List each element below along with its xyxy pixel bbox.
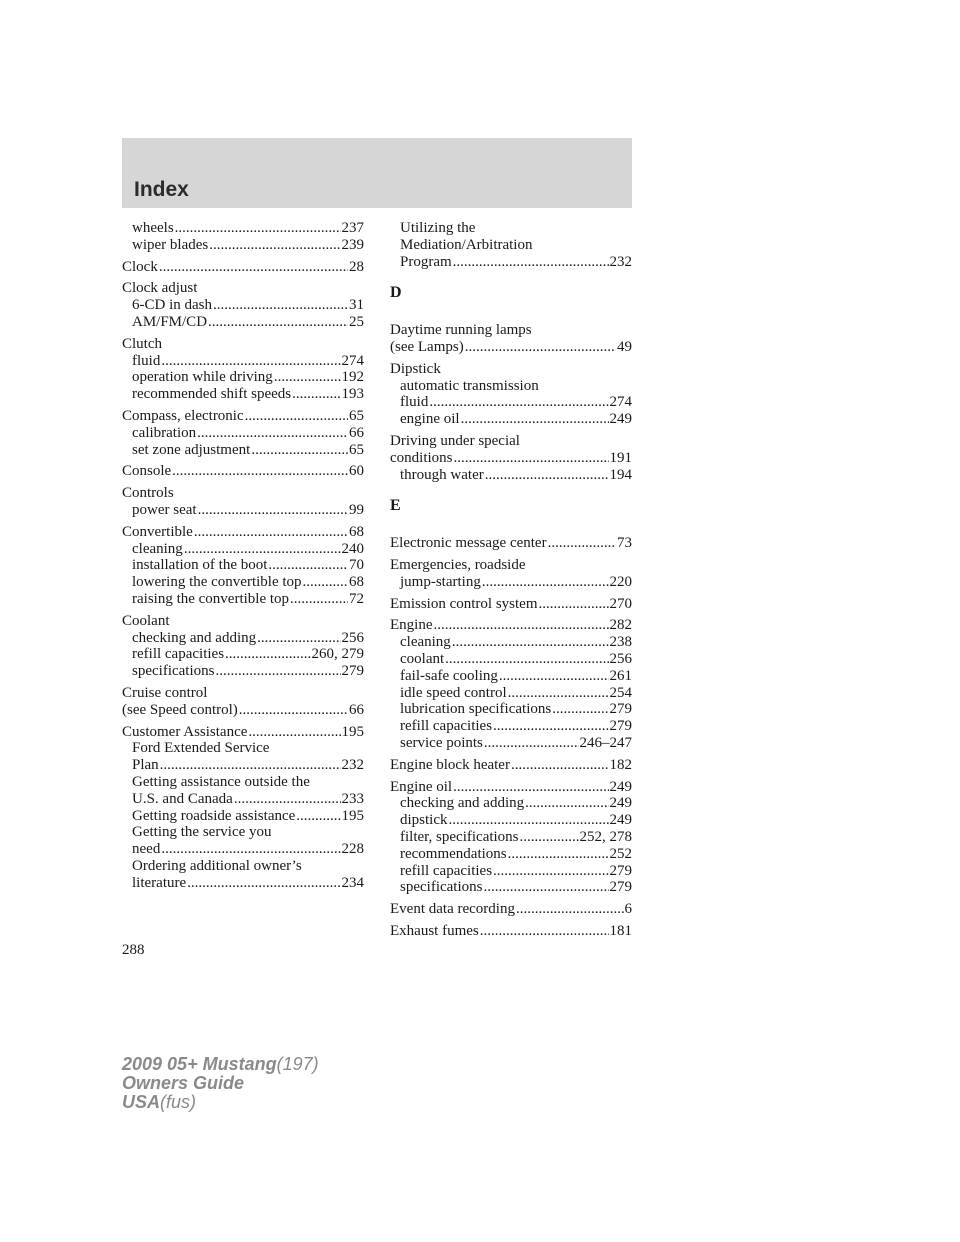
index-subentry [122, 297, 364, 314]
index-subentry [390, 634, 632, 651]
page-reference: 192 [341, 369, 364, 386]
dot-leader [194, 524, 348, 541]
page-reference: 233 [341, 790, 364, 807]
entry-text: need [132, 841, 161, 858]
entry-text: dipstick [400, 812, 448, 829]
page-reference: 249 [609, 795, 632, 812]
dot-leader [161, 841, 340, 858]
dot-leader [292, 386, 340, 403]
page-reference: 72 [349, 590, 364, 607]
dot-leader [539, 596, 609, 613]
index-subentry [122, 663, 364, 680]
page-reference: 274 [609, 394, 632, 411]
index-subentry [122, 557, 364, 574]
index-term [122, 463, 364, 480]
entry-text: wiper blades [132, 236, 209, 253]
index-subentry [390, 795, 632, 812]
page-reference: 193 [341, 386, 364, 403]
entry-text: fluid [132, 352, 161, 369]
dot-leader [493, 863, 608, 880]
page-reference: 254 [609, 684, 632, 701]
dot-leader [508, 685, 609, 702]
index-column-left [122, 220, 364, 896]
page-reference: 282 [609, 617, 632, 634]
page-reference: 99 [349, 501, 364, 518]
page-reference: 65 [349, 441, 364, 458]
dot-leader [511, 757, 609, 774]
section-letter: D [390, 284, 402, 302]
index-term [122, 724, 364, 741]
page-reference: 73 [617, 535, 632, 552]
section-letter: E [390, 497, 401, 515]
index-subentry [390, 651, 632, 668]
dot-leader [453, 254, 609, 271]
index-subentry [122, 237, 364, 254]
index-term: Daytime running lamps [390, 322, 532, 339]
dot-leader [508, 846, 609, 863]
index-term: Driving under special [390, 432, 520, 449]
page-reference: 191 [609, 449, 632, 466]
page-reference: 182 [609, 756, 632, 773]
index-subentry [390, 829, 632, 846]
dot-leader [251, 442, 348, 459]
index-subentry [122, 220, 364, 237]
index-entry [122, 613, 364, 680]
entry-text: recommended shift speeds [132, 386, 292, 403]
page-header [122, 138, 632, 208]
entry-text: calibration [132, 424, 197, 441]
index-term [390, 617, 632, 634]
page-reference: 270 [609, 595, 632, 612]
entry-text: idle speed control [400, 684, 507, 701]
index-entry [122, 259, 364, 276]
index-entry [122, 280, 364, 330]
dot-leader [493, 718, 608, 735]
entry-text: specifications [132, 663, 215, 680]
entry-text: Program [400, 253, 452, 270]
entry-text: Customer Assistance [122, 723, 248, 740]
entry-text: conditions [390, 449, 453, 466]
page-reference: 232 [609, 253, 632, 270]
dot-leader [499, 668, 609, 685]
dot-leader [187, 875, 340, 892]
index-term [390, 596, 632, 613]
entry-text: operation while driving [132, 369, 273, 386]
footer-line-3: USA(fus) [122, 1092, 197, 1112]
index-entry [122, 724, 364, 892]
entry-text: jump-starting [400, 573, 481, 590]
dot-leader [449, 812, 609, 829]
index-entry [122, 463, 364, 480]
entry-text: fail-safe cooling [400, 667, 498, 684]
page-reference: 252 [609, 845, 632, 862]
page-reference: 49 [617, 338, 632, 355]
index-term: Dipstick [390, 360, 441, 377]
page-reference: 249 [609, 411, 632, 428]
index-entry [122, 685, 364, 719]
index-entry [122, 485, 364, 519]
page-reference: 228 [341, 841, 364, 858]
index-entry [122, 336, 364, 403]
index-subentry: Ford Extended Service [132, 740, 270, 757]
index-subentry [122, 369, 364, 386]
dot-leader [234, 791, 341, 808]
page-reference: 66 [349, 424, 364, 441]
index-term [390, 339, 632, 356]
dot-leader [184, 541, 341, 558]
dot-leader [480, 923, 609, 940]
entry-text: checking and adding [132, 629, 257, 646]
entry-text: Exhaust fumes [390, 922, 479, 939]
index-subentry [122, 541, 364, 558]
entry-text: refill capacities [400, 862, 493, 879]
index-term: Coolant [122, 612, 170, 629]
dot-leader [257, 630, 340, 647]
index-subentry [122, 630, 364, 647]
index-subentry [122, 757, 364, 774]
page-reference: 279 [609, 718, 632, 735]
index-entry [390, 322, 632, 356]
entry-text: lubrication specifications [400, 701, 552, 718]
page-reference: 68 [349, 523, 364, 540]
entry-text: wheels [132, 220, 174, 236]
header-title: Index [134, 178, 189, 201]
page-reference: 261 [609, 667, 632, 684]
entry-text: refill capacities [400, 718, 493, 735]
index-subentry [122, 574, 364, 591]
dot-leader [485, 467, 609, 484]
page-reference: 194 [609, 466, 632, 483]
dot-leader [290, 591, 348, 608]
index-term [390, 535, 632, 552]
entry-text: installation of the boot [132, 557, 268, 574]
index-subentry [122, 591, 364, 608]
entry-text: set zone adjustment [132, 441, 251, 458]
page-reference: 274 [341, 352, 364, 369]
index-subentry [122, 502, 364, 519]
entry-text: Electronic message center [390, 535, 547, 552]
index-term [122, 702, 364, 719]
entry-text: AM/FM/CD [132, 313, 208, 330]
index-term [390, 779, 632, 796]
entry-text: Engine [390, 617, 433, 634]
dot-leader [161, 353, 340, 370]
index-term: Clock adjust [122, 280, 198, 297]
entry-text: cleaning [400, 634, 451, 651]
index-subentry [390, 718, 632, 735]
dot-leader [461, 411, 609, 428]
index-subentry [122, 808, 364, 825]
page-reference: 6 [624, 901, 632, 918]
index-term [390, 923, 632, 940]
entry-text: Convertible [122, 523, 193, 540]
index-subentry: Ordering additional owner’s [132, 857, 302, 874]
index-subentry: Getting assistance outside the [132, 773, 310, 790]
dot-leader [483, 879, 608, 896]
page-reference: 25 [349, 313, 364, 330]
entry-text: Emission control system [390, 595, 538, 612]
entry-text: Clock [122, 258, 158, 275]
dot-leader [520, 829, 579, 846]
dot-leader [552, 701, 608, 718]
entry-text: engine oil [400, 411, 460, 428]
entry-text: lowering the convertible top [132, 574, 302, 591]
index-subentry [390, 574, 632, 591]
page-reference: 66 [349, 701, 364, 718]
index-term: Cruise control [122, 684, 208, 701]
page-reference: 237 [341, 220, 364, 236]
dot-leader [465, 339, 616, 356]
page-reference: 195 [341, 723, 364, 740]
dot-leader [209, 237, 340, 254]
page-reference: 181 [609, 922, 632, 939]
entry-text: checking and adding [400, 795, 525, 812]
page-reference: 279 [609, 879, 632, 896]
index-subentry [122, 875, 364, 892]
page-reference: 240 [341, 540, 364, 557]
dot-leader [274, 369, 341, 386]
index-subentry [390, 394, 632, 411]
index-entry [390, 901, 632, 918]
dot-leader [215, 663, 340, 680]
page-reference: 31 [349, 297, 364, 314]
index-term [122, 259, 364, 276]
dot-leader [482, 574, 609, 591]
index-subentry [390, 685, 632, 702]
page-reference: 249 [609, 812, 632, 829]
entry-text: power seat [132, 501, 197, 518]
page-reference: 239 [341, 236, 364, 253]
dot-leader [160, 757, 341, 774]
index-subentry [390, 467, 632, 484]
page-reference: 60 [349, 463, 364, 480]
entry-text: coolant [400, 650, 445, 667]
index-subentry [390, 668, 632, 685]
index-entry [390, 557, 632, 591]
entry-text: Console [122, 463, 172, 480]
page-reference: 256 [341, 629, 364, 646]
entry-text: Plan [132, 757, 159, 774]
entry-text: Compass, electronic [122, 407, 244, 424]
page-reference: 28 [349, 258, 364, 275]
entry-text: filter, specifications [400, 828, 519, 845]
dot-leader [484, 735, 579, 752]
dot-leader [303, 574, 348, 591]
index-entry [390, 617, 632, 751]
footer-line-2: Owners Guide [122, 1073, 245, 1093]
dot-leader [225, 646, 310, 663]
index-term [390, 450, 632, 467]
dot-leader [454, 450, 609, 467]
index-subentry [122, 442, 364, 459]
index-entry [122, 220, 364, 254]
index-subentry [390, 863, 632, 880]
page-reference: 232 [341, 757, 364, 774]
entry-text: (see Lamps) [390, 338, 464, 355]
index-entry [122, 524, 364, 608]
dot-leader [245, 408, 348, 425]
dot-leader [525, 795, 608, 812]
index-entry [390, 220, 632, 270]
dot-leader [516, 901, 624, 918]
index-subentry [390, 254, 632, 271]
page-reference: 252, 278 [579, 828, 632, 845]
footer [122, 1055, 319, 1112]
index-subentry [390, 411, 632, 428]
index-subentry: Mediation/Arbitration [400, 236, 533, 253]
dot-leader [197, 425, 348, 442]
index-subentry [390, 701, 632, 718]
entry-text: recommendations [400, 845, 507, 862]
index-entry [390, 596, 632, 613]
index-subentry [390, 812, 632, 829]
dot-leader [548, 535, 616, 552]
entry-text: specifications [400, 879, 483, 896]
index-column-right [390, 220, 632, 945]
index-entry [390, 923, 632, 940]
entry-text: Event data recording [390, 901, 515, 918]
index-subentry [390, 735, 632, 752]
index-subentry [122, 314, 364, 331]
page-reference: 65 [349, 407, 364, 424]
entry-text: raising the convertible top [132, 590, 290, 607]
dot-leader [248, 724, 340, 741]
page-reference: 70 [349, 557, 364, 574]
dot-leader [198, 502, 348, 519]
entry-text: Getting roadside assistance [132, 807, 296, 824]
index-subentry [122, 425, 364, 442]
entry-text: 6-CD in dash [132, 297, 212, 314]
index-subentry: Utilizing the [400, 220, 476, 236]
index-subentry [122, 841, 364, 858]
index-entry [122, 408, 364, 458]
dot-leader [434, 617, 609, 634]
page-reference: 234 [341, 874, 364, 891]
index-subentry [122, 646, 364, 663]
dot-leader [159, 259, 348, 276]
dot-leader [445, 651, 608, 668]
page-reference: 195 [341, 807, 364, 824]
page-reference: 238 [609, 634, 632, 651]
page-reference: 220 [609, 573, 632, 590]
page-reference: 279 [609, 862, 632, 879]
index-subentry: Getting the service you [132, 824, 272, 841]
index-entry [390, 535, 632, 552]
index-subentry: automatic transmission [400, 377, 539, 394]
dot-leader [429, 394, 608, 411]
footer-line-1: 2009 05+ Mustang(197) [122, 1054, 319, 1074]
index-entry [390, 757, 632, 774]
page-reference: 246–247 [579, 734, 632, 751]
index-subentry [122, 353, 364, 370]
page-reference: 279 [609, 701, 632, 718]
dot-leader [268, 557, 348, 574]
dot-leader [296, 808, 340, 825]
index-subentry [122, 386, 364, 403]
index-entry [390, 433, 632, 483]
index-term: Emergencies, roadside [390, 556, 526, 573]
entry-text: Engine oil [390, 778, 453, 795]
page-reference: 260, 279 [311, 646, 364, 663]
index-entry [390, 361, 632, 428]
dot-leader [175, 220, 341, 237]
dot-leader [172, 463, 348, 480]
entry-text: refill capacities [132, 646, 225, 663]
index-term: Controls [122, 485, 174, 502]
dot-leader [208, 314, 348, 331]
dot-leader [452, 634, 609, 651]
dot-leader [213, 297, 348, 314]
dot-leader [453, 779, 608, 796]
entry-text: fluid [400, 394, 429, 411]
page-reference: 68 [349, 574, 364, 591]
page-reference: 279 [341, 663, 364, 680]
entry-text: literature [132, 874, 187, 891]
index-entry [390, 779, 632, 897]
index-term [122, 524, 364, 541]
page-number: 288 [122, 942, 145, 958]
page-reference: 256 [609, 650, 632, 667]
index-subentry [122, 791, 364, 808]
entry-text: U.S. and Canada [132, 790, 233, 807]
entry-text: Engine block heater [390, 756, 510, 773]
dot-leader [239, 702, 348, 719]
page-reference: 249 [609, 778, 632, 795]
index-subentry [390, 879, 632, 896]
index-term [122, 408, 364, 425]
index-term: Clutch [122, 335, 162, 352]
index-term [390, 757, 632, 774]
entry-text: (see Speed control) [122, 701, 238, 718]
index-subentry [390, 846, 632, 863]
entry-text: through water [400, 466, 484, 483]
entry-text: cleaning [132, 540, 183, 557]
index-term [390, 901, 632, 918]
entry-text: service points [400, 734, 483, 751]
